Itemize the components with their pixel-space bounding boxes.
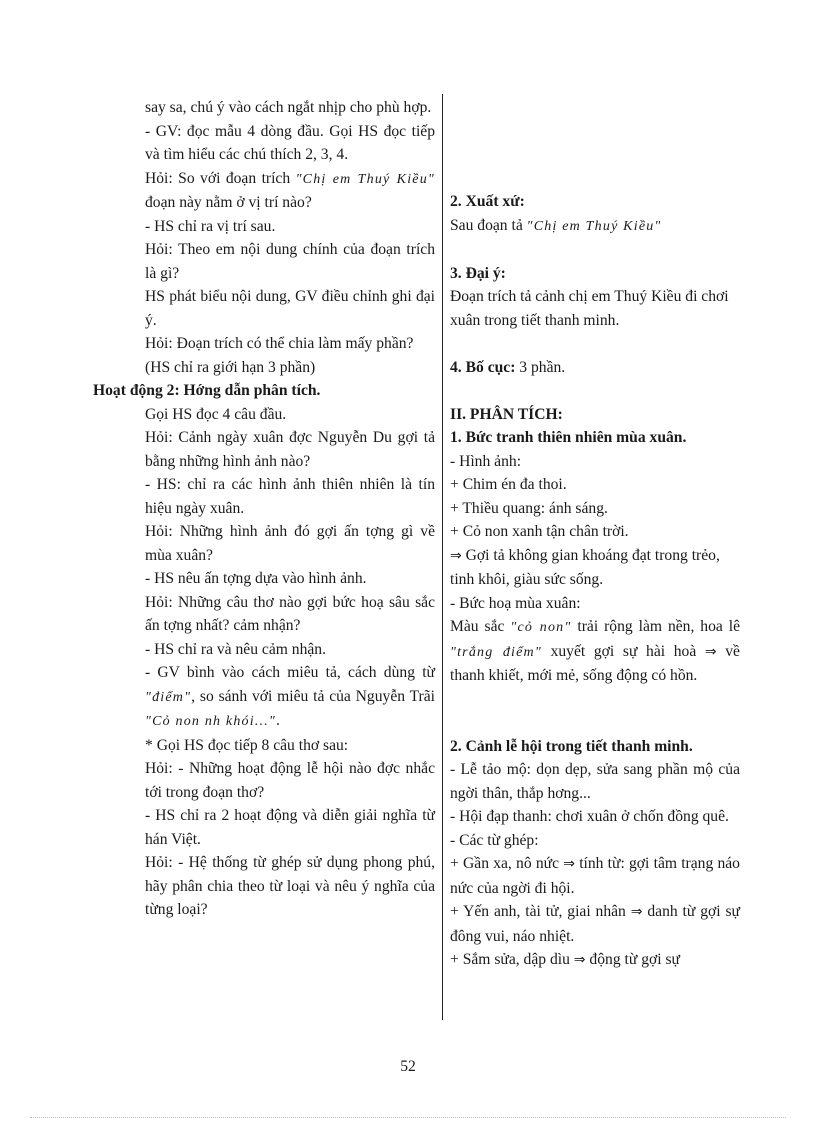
text-line: Hỏi: Những câu thơ nào gợi bức hoạ sâu sắc ấn tợng nhất? cảm nhận? [145,593,435,634]
double-right-arrow-icon: ⇒ [573,952,586,968]
text-line: - Lễ tảo mộ: dọn dẹp, sửa sang phần mộ của ngời thân, thắp hơng... [450,761,740,802]
spacer [450,688,740,735]
quoted-word: "trắng điểm" [450,644,542,660]
text-line: - HS chỉ ra 2 hoạt động và diễn giải nghĩa từ hán Việt. [145,807,435,848]
text-line: Hỏi: So với đoạn trích "Chị em Thuý Kiều" đoạn này nằm ở vị trí nào? [145,169,435,211]
heading-bo-cuc: 4. Bố cục: [450,358,516,376]
page-number: 52 [400,1058,416,1075]
heading-dai-y: 3. Đại ý: [450,264,506,282]
text-line: 4. Bố cục: 3 phần. [450,358,566,376]
heading-phan-tich: II. PHÂN TÍCH: [450,405,563,423]
spacer [450,379,740,403]
text-line: + Sắm sửa, dập dìu ⇒ động từ gợi sự [450,951,680,968]
text-line: * Gọi HS đọc tiếp 8 câu thơ sau: [145,736,349,754]
text-line: Hỏi: - Hệ thống từ ghép sử dụng phong phú, hãy phân chia theo từ loại và nêu ý nghĩa của từng loại? [145,854,435,918]
quoted-word: "cỏ non" [510,620,572,635]
text-line: ⇒ Gợi tả không gian khoáng đạt trong trẻo, tinh khôi, giàu sức sống. [450,546,720,588]
heading-bức-tranh: 1. Bức tranh thiên nhiên mùa xuân. [450,429,687,446]
text-line: + Chim én đa thoi. [450,476,567,493]
double-right-arrow-icon: ⇒ [450,547,462,564]
text-line: + Thiều quang: ánh sáng. [450,499,608,517]
column-divider [442,94,443,1020]
text-line: - GV: đọc mẫu 4 dòng đầu. Gọi HS đọc tiếp và tìm hiểu các chú thích 2, 3, 4. [145,122,435,163]
double-right-arrow-icon: ⇒ [563,856,575,872]
text-line: - Các từ ghép: [450,831,539,849]
right-column [450,96,740,973]
heading-xuat-xu: 2. Xuất xứ: [450,193,525,210]
text-line: - HS: chỉ ra các hình ảnh thiên nhiên là tín hiệu ngày xuân. [145,476,435,517]
double-right-arrow-icon: ⇒ [630,904,643,920]
text-line: - Bức hoạ mùa xuân: [450,594,581,612]
text-line: Đoạn trích tả cảnh chị em Thuý Kiều đi chơi xuân trong tiết thanh minh. [450,288,729,329]
text-line: say sa, chú ý vào cách ngắt nhịp cho phù hợp. [145,99,432,116]
text-line: + Yến anh, tài tử, giai nhân ⇒ danh từ gợi sự đông vui, náo nhiệt. [450,903,740,945]
text-line: - GV bình vào cách miêu tả, cách dùng từ "điểm", so sánh với miêu tả của Nguyễn Trãi "Cỏ non nh khói...". [145,664,435,729]
text-line: - HS chỉ ra và nêu cảm nhận. [145,640,326,658]
text-line: Sau đoạn tả "Chị em Thuý Kiều" [450,216,662,234]
text-line: + Gần xa, nô nức ⇒ tính từ: gợi tâm trạng náo nức của ngời đi hội. [450,855,740,897]
section-heading: Hoạt động 2: Hớng dẫn phân tích. [93,382,321,399]
text-line: + Cỏ non xanh tận chân trời. [450,523,629,540]
text-line: Màu sắc "cỏ non" trải rộng làm nền, hoa lê "trắng điểm" xuyết gợi sự hài hoà ⇒ về thanh khiết, mới mẻ, sống động có hồn. [450,618,740,684]
spacer [450,238,740,262]
text-line: Hỏi: Cảnh ngày xuân đợc Nguyễn Du gợi tả bằng những hình ảnh nào? [145,429,435,470]
text-line: - HS chỉ ra vị trí sau. [145,217,276,235]
text-line: - HS nêu ấn tợng dựa vào hình ảnh. [145,570,367,587]
text-line: Hỏi: Đoạn trích có thể chia làm mấy phần? (HS chỉ ra giới hạn 3 phần) [145,335,414,376]
spacer [450,96,740,190]
text-line: - Hội đạp thanh: chơi xuân ở chốn đồng quê. [450,808,729,825]
text-line: - Hình ảnh: [450,452,522,470]
heading-le-hoi: 2. Cảnh lễ hội trong tiết thanh minh. [450,737,693,755]
quoted-word: "điểm" [145,689,192,705]
double-right-arrow-icon: ⇒ [704,643,717,660]
quoted-title: "Chị em Thuý Kiều" [526,218,662,234]
text-line: Gọi HS đọc 4 câu đầu. [145,405,287,423]
spacer [450,332,740,356]
text-line: Hỏi: Những hình ảnh đó gợi ấn tợng gì về mùa xuân? [145,523,435,564]
quoted-title: "Chị em Thuý Kiều" [295,171,435,187]
quoted-verse: "Cỏ non nh khói..." [145,714,276,729]
text-line: Hỏi: - Những hoạt động lễ hội nào đợc nhắc tới trong đoạn thơ? [145,760,435,801]
text-line: HS phát biểu nội dung, GV điều chỉnh ghi đại ý. [145,288,435,329]
page-bottom-rule [30,1117,786,1118]
text-line: Hỏi: Theo em nội dung chính của đoạn trích là gì? [145,241,435,282]
left-column [93,96,435,922]
